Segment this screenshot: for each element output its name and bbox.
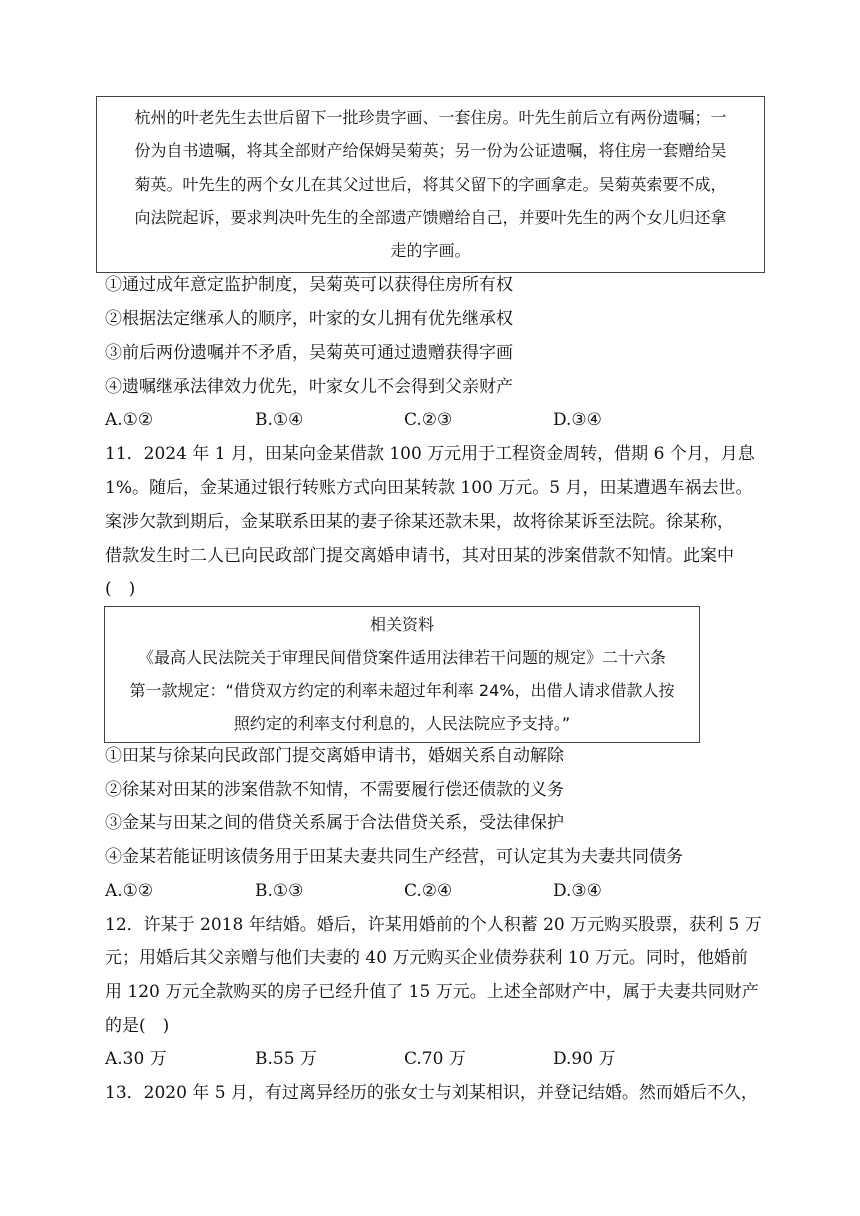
statement: ④金某若能证明该债务用于田某夫妻共同生产经营，可认定其为夫妻共同债务 [105,847,683,867]
question-text: 用 120 万元全款购买的房子已经升值了 15 万元。上述全部财产中，属于夫妻共同财产 [105,982,759,1002]
option-b[interactable]: B.①③ [255,881,304,901]
case-text-line: 走的字画。 [390,241,471,260]
statement: ②徐某对田某的涉案借款不知情，不需要履行偿还债款的义务 [105,780,564,800]
related-material-box [104,606,700,743]
case-material-box [96,96,765,273]
related-material-line: 第一款规定：“借贷双方约定的利率未超过年利率 24%，出借人请求借款人按 [129,681,675,700]
related-material-line: 《最高人民法院关于审理民间借贷案件适用法律若干问题的规定》二十六条 [137,648,666,667]
option-c[interactable]: C.②④ [404,881,453,901]
statement: ③前后两份遗嘱并不矛盾，吴菊英可通过遗赠获得字画 [105,343,513,363]
case-text-line: 杭州的叶老先生去世后留下一批珍贵字画、一套住房。叶先生前后立有两份遗嘱；一 [134,108,727,127]
case-text-line: 份为自书遗嘱，将其全部财产给保姆吴菊英；另一份为公证遗嘱，将住房一套赠给吴 [134,141,727,160]
question-text: 的是( ) [105,1016,170,1036]
question-text: 12．许某于 2018 年结婚。婚后，许某用婚前的个人积蓄 20 万元购买股票，获利 5 万 [105,915,762,935]
option-a[interactable]: A.30 万 [105,1049,167,1069]
related-material-title: 相关资料 [369,615,434,634]
statement: ③金某与田某之间的借贷关系属于合法借贷关系，受法律保护 [105,813,564,833]
option-d[interactable]: D.③④ [553,881,602,901]
option-c[interactable]: C.70 万 [404,1049,466,1069]
option-b[interactable]: B.①④ [255,410,304,430]
option-c[interactable]: C.②③ [404,410,453,430]
question-text: 13．2020 年 5 月，有过离异经历的张女士与刘某相识，并登记结婚。然而婚后不久， [105,1083,758,1103]
case-text-line: 菊英。叶先生的两个女儿在其父过世后，将其父留下的字画拿走。吴菊英索要不成， [134,175,727,194]
question-text: 借款发生时二人已向民政部门提交离婚申请书，其对田某的涉案借款不知情。此案中 [105,546,734,566]
case-text-line: 向法院起诉，要求判决叶先生的全部遗产馈赠给自己，并要叶先生的两个女儿归还拿 [134,208,727,227]
related-material-line: 照约定的利率支付利息的，人民法院应予支持。” [233,714,571,733]
option-a[interactable]: A.①② [105,410,154,430]
question-text: ( ) [105,579,136,599]
question-text: 1%。随后，金某通过银行转账方式向田某转款 100 万元。5 月，田某遭遇车祸去世。 [105,478,753,498]
statement: ②根据法定继承人的顺序，叶家的女儿拥有优先继承权 [105,309,513,329]
question-text: 元；用婚后其父亲赠与他们夫妻的 40 万元购买企业债券获利 10 万元。同时，他婚前 [105,948,748,968]
statement: ①通过成年意定监护制度，吴菊英可以获得住房所有权 [105,275,513,295]
statement: ④遗嘱继承法律效力优先，叶家女儿不会得到父亲财产 [105,377,513,397]
option-a[interactable]: A.①② [105,881,154,901]
question-text: 11．2024 年 1 月，田某向金某借款 100 万元用于工程资金周转，借期 6 个月，月息 [105,444,755,464]
statement: ①田某与徐某向民政部门提交离婚申请书，婚姻关系自动解除 [105,746,564,766]
option-d[interactable]: D.90 万 [553,1049,616,1069]
question-text: 案涉欠款到期后，金某联系田某的妻子徐某还款未果，故将徐某诉至法院。徐某称， [105,512,734,532]
option-b[interactable]: B.55 万 [255,1049,317,1069]
option-d[interactable]: D.③④ [553,410,602,430]
